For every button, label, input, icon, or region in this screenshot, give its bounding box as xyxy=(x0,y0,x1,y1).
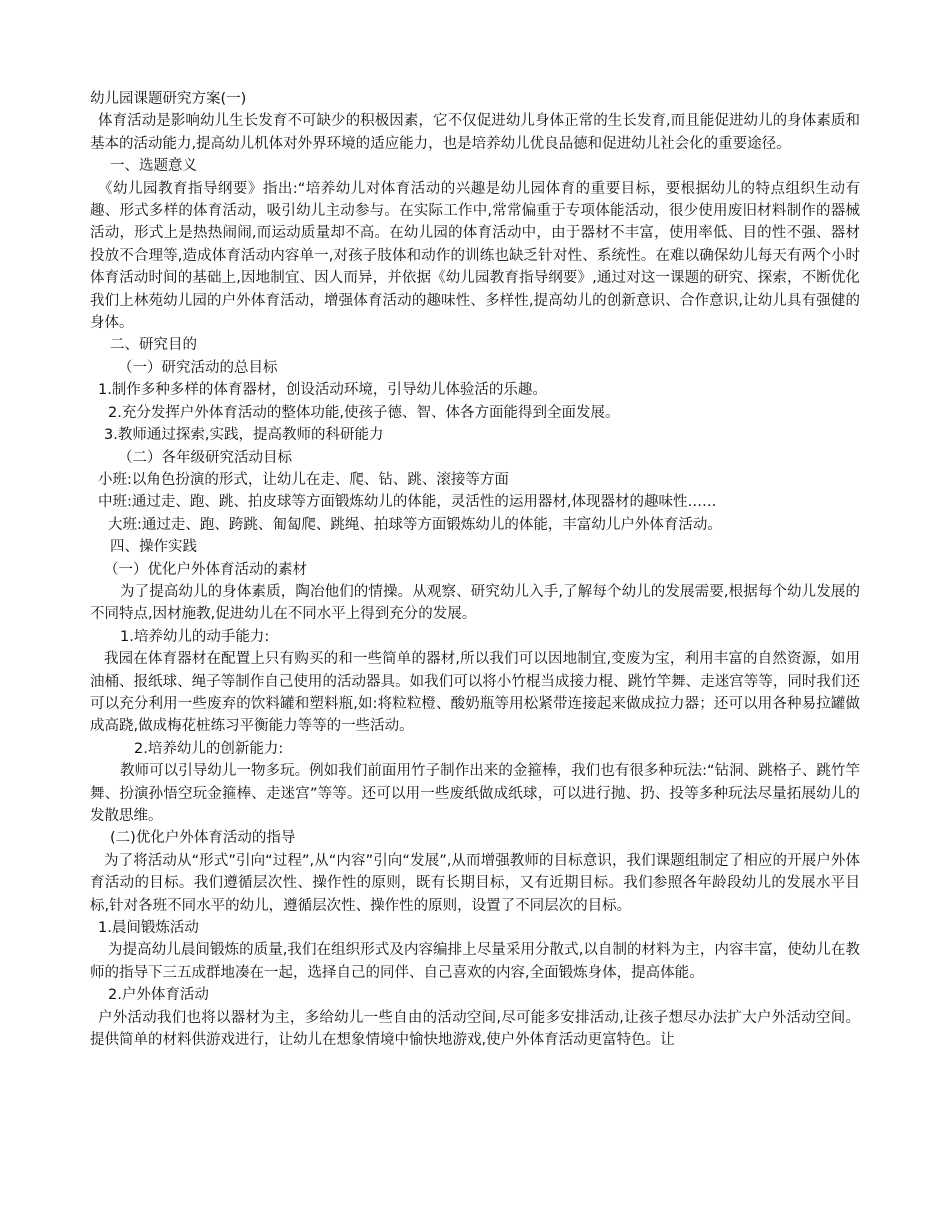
paragraph-significance: 《幼儿园教育指导纲要》指出:“培养幼儿对体育活动的兴趣是幼儿园体育的重要目标，要根据幼儿的特点组织生动有趣、形式多样的体育活动，吸引幼儿主动参与。在实际工作中,常常偏重于专项体能活动，很少使用废旧材料制作的器械活动，形式上是热热闹闹,而运动质量却不高。在幼儿园的体育活动中，由于器材不丰富，使用率低、目的性不强、器材投放不合理等,造成体育活动内容单一,对孩子肢体和动作的训练也缺乏针对性、系统性。在难以确保幼儿每天有两个小时体育活动时间的基础上,因地制宜、因人而异，并依据《幼儿园教育指导纲要》,通过对这一课题的研究、探索，不断优化我们上林苑幼儿园的户外体育活动，增强体育活动的趣味性、多样性,提高幼儿的创新意识、合作意识,让幼儿具有强健的身体。 xyxy=(90,180,860,332)
goal-item-1: 1.制作多种多样的体育器材，创设活动环境，引导幼儿体验活的乐趣。 xyxy=(98,382,547,399)
paragraph-materials: 为了提高幼儿的身体素质，陶冶他们的情操。从观察、研究幼儿入手,了解每个幼儿的发展需要,根据每个幼儿发展的不同特点,因材施教,促进幼儿在不同水平上得到充分的发展。 xyxy=(90,583,860,623)
goal-item-2: 2.充分发挥户外体育活动的整体功能,使孩子德、智、体各方面能得到全面发展。 xyxy=(108,404,620,421)
document-title: 幼儿园课题研究方案(一) xyxy=(90,91,247,107)
grade-goal-small: 小班:以角色扮演的形式，让幼儿在走、爬、钻、跳、滚接等方面 xyxy=(98,471,509,488)
subsection-heading-grade-goals: （二）各年级研究活动目标 xyxy=(118,449,292,466)
subsection-heading-guidance: (二)优化户外体育活动的指导 xyxy=(110,830,296,847)
item-heading-outdoor-activity: 2.户外体育活动 xyxy=(108,987,209,1004)
item-heading-morning-exercise: 1.晨间锻炼活动 xyxy=(98,920,199,937)
paragraph-guidance: 为了将活动从“形式”引向“过程”,从“内容”引向“发展”,从而增强教师的目标意识，我们课题组制定了相应的开展户外体育活动的目标。我们遵循层次性、操作性的原则，既有长期目标，又有近期目标。我们参照各年龄段幼儿的发展水平目标,针对各班不同水平的幼儿，遵循层次性、操作性的原则，设置了不同层次的目标。 xyxy=(90,852,860,914)
paragraph-hands-on: 我园在体育器材在配置上只有购买的和一些简单的器材,所以我们可以因地制宜,变废为宝，利用丰富的自然资源，如用油桶、报纸球、绳子等制作自己使用的活动器具。如我们可以将小竹棍当成接力棍、跳竹竿舞、走迷宫等等，同时我们还可以充分利用一些废弃的饮料罐和塑料瓶,如:将粒粒橙、酸奶瓶等用松紧带连接起来做成拉力器；还可以用各种易拉罐做成高跷,做成梅花桩练习平衡能力等等的一些活动。 xyxy=(90,651,860,735)
subsection-heading-overall-goal: （一）研究活动的总目标 xyxy=(118,359,278,376)
section-heading-4: 四、操作实践 xyxy=(110,539,197,556)
paragraph-outdoor-activity: 户外活动我们也将以器材为主，多给幼儿一些自由的活动空间,尽可能多安排活动,让孩子想尽办法扩大户外活动空间。提供简单的材料供游戏进行，让幼儿在想象情境中愉快地游戏,使户外体育活动更富特色。让 xyxy=(90,1009,860,1049)
section-heading-1: 一、选题意义 xyxy=(110,158,197,175)
section-heading-2: 二、研究目的 xyxy=(110,337,197,354)
paragraph-innovation: 教师可以引导幼儿一物多玩。例如我们前面用竹子制作出来的金箍棒，我们也有很多种玩法:“钻洞、跳格子、跳竹竿舞、扮演孙悟空玩金箍棒、走迷宫”等等。还可以用一些废纸做成纸球，可以进行抛、扔、投等多种玩法尽量拓展幼儿的发散思维。 xyxy=(90,763,860,824)
paragraph-morning-exercise: 为提高幼儿晨间锻炼的质量,我们在组织形式及内容编排上尽量采用分散式,以自制的材料为主，内容丰富，使幼儿在教师的指导下三五成群地凑在一起，选择自己的同伴、自己喜欢的内容,全面锻炼身体，提高体能。 xyxy=(90,942,860,981)
item-heading-innovation: 2.培养幼儿的创新能力: xyxy=(134,740,284,757)
document-page xyxy=(90,88,860,1051)
grade-goal-large: 大班:通过走、跑、跨跳、匍匐爬、跳绳、拍球等方面锻炼幼儿的体能，丰富幼儿户外体育活动。 xyxy=(108,516,722,533)
item-heading-hands-on: 1.培养幼儿的动手能力: xyxy=(120,628,270,645)
subsection-heading-materials: （一）优化户外体育活动的素材 xyxy=(104,561,307,578)
intro-paragraph: 体育活动是影响幼儿生长发育不可缺少的积极因素，它不仅促进幼儿身体正常的生长发育,而且能促进幼儿的身体素质和基本的活动能力,提高幼儿机体对外界环境的适应能力，也是培养幼儿优良品德和促进幼儿社会化的重要途径。 xyxy=(90,113,860,152)
grade-goal-middle: 中班:通过走、跑、跳、拍皮球等方面锻炼幼儿的体能，灵活性的运用器材,体现器材的趣味性…… xyxy=(98,494,717,511)
goal-item-3: 3.教师通过探索,实践，提高教师的科研能力 xyxy=(104,427,384,444)
